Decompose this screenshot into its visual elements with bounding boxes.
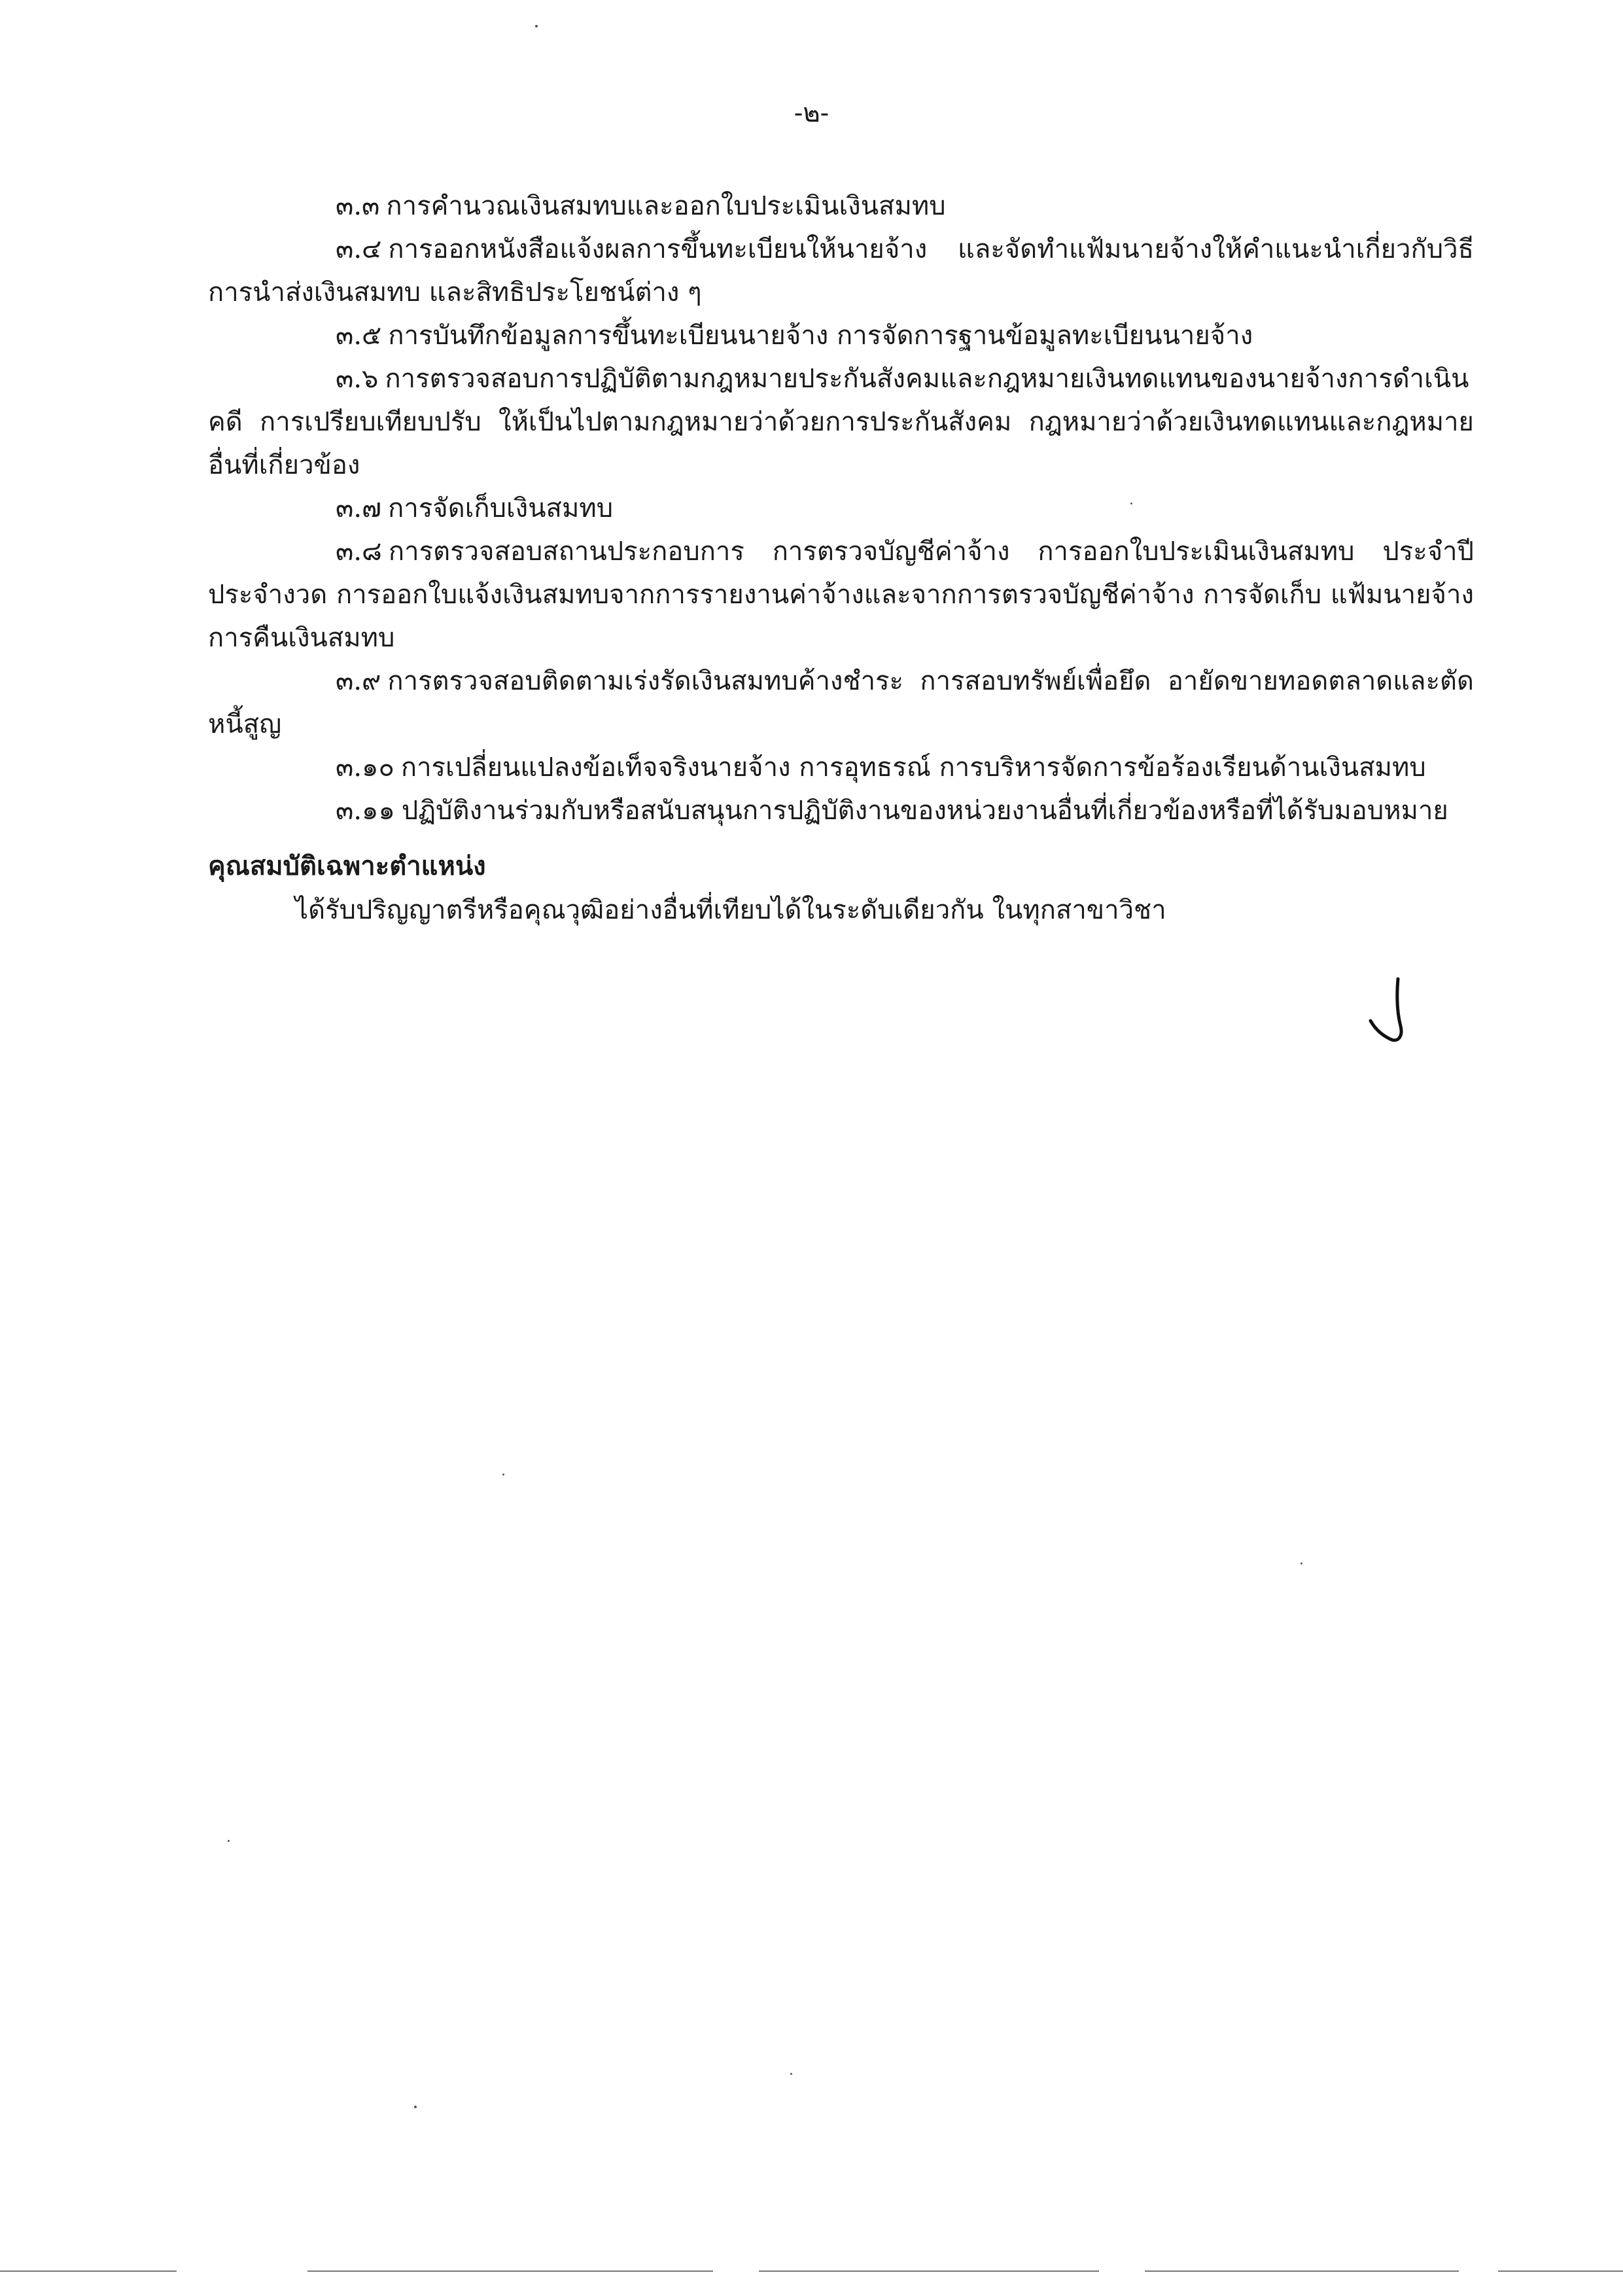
item-text: การตรวจสอบติดตามเร่งรัดเงินสมทบค้างชำระ การสอบทรัพย์เพื่อยึด อายัดขายทอดตลาดและตัดหนี้สูญ xyxy=(208,666,1474,739)
item-number: ๓.๖ xyxy=(336,364,379,394)
scan-speck xyxy=(535,25,538,27)
item-text: การตรวจสอบสถานประกอบการ การตรวจบัญชีค่าจ้าง การออกใบประเมินเงินสมทบ ประจำปี ประจำงวด การออกใบแจ้งเงินสมทบจากการรายงานค่าจ้างและจากการตรวจบัญชีค่าจ้าง การจัดเก็บ แฟ้มนายจ้าง การคืนเงินสมทบ xyxy=(208,537,1474,653)
scan-speck xyxy=(502,1474,504,1475)
scan-edge-line xyxy=(1145,2270,1459,2272)
signature-initial xyxy=(1364,975,1416,1047)
item-text: การออกหนังสือแจ้งผลการขึ้นทะเบียนให้นายจ้าง และจัดทำแฟ้มนายจ้างให้คำแนะนำเกี่ยวกับวิธีการนำส่งเงินสมทบ และสิทธิประโยชน์ต่าง ๆ xyxy=(208,234,1474,308)
list-item xyxy=(208,530,1474,660)
scan-edge-line xyxy=(0,2270,177,2272)
list-item xyxy=(208,314,1474,357)
list-item xyxy=(208,487,1474,530)
item-number: ๓.๔ xyxy=(336,234,382,264)
document-body xyxy=(208,185,1474,932)
scan-speck xyxy=(790,2073,792,2075)
scan-edge-line xyxy=(1498,2270,1623,2272)
scan-speck xyxy=(1300,1563,1302,1564)
item-number: ๓.๑๑ xyxy=(336,796,395,826)
item-text: การคำนวณเงินสมทบและออกใบประเมินเงินสมทบ xyxy=(386,191,946,221)
list-item xyxy=(208,357,1474,487)
scan-speck xyxy=(414,2106,417,2108)
item-number: ๓.๙ xyxy=(336,666,381,696)
scan-edge-line xyxy=(759,2270,1099,2272)
qualifications-heading: คุณสมบัติเฉพาะตำแหน่ง xyxy=(208,851,486,881)
item-text: การจัดเก็บเงินสมทบ xyxy=(388,493,614,523)
item-text: การตรวจสอบการปฏิบัติตามกฎหมายประกันสังคมและกฎหมายเงินทดแทนของนายจ้างการดำเนินคดี การเปรียบเทียบปรับ ให้เป็นไปตามกฎหมายว่าด้วยการประกันสังคม กฎหมายว่าด้วยเงินทดแทนและกฎหมายอื่นที่เกี่ยวข้อง xyxy=(208,364,1474,480)
list-item xyxy=(208,660,1474,746)
qualifications-text: ได้รับปริญญาตรีหรือคุณวุฒิอย่างอื่นที่เทียบได้ในระดับเดียวกัน ในทุกสาขาวิชา xyxy=(295,895,1166,925)
item-number: ๓.๗ xyxy=(336,493,382,523)
list-item xyxy=(208,185,1474,228)
item-number: ๓.๕ xyxy=(336,321,382,351)
list-item xyxy=(208,228,1474,314)
scan-edge-line xyxy=(307,2270,713,2272)
scan-speck xyxy=(1130,503,1132,504)
item-number: ๓.๑๐ xyxy=(336,752,394,783)
item-number: ๓.๓ xyxy=(336,191,380,221)
item-text: ปฏิบัติงานร่วมกับหรือสนับสนุนการปฏิบัติงานของหน่วยงานอื่นที่เกี่ยวข้องหรือที่ได้รับมอบหมาย xyxy=(401,796,1448,826)
item-number: ๓.๘ xyxy=(336,537,382,567)
item-text: การเปลี่ยนแปลงข้อเท็จจริงนายจ้าง การอุทธรณ์ การบริหารจัดการข้อร้องเรียนด้านเงินสมทบ xyxy=(400,752,1426,783)
item-text: การบันทึกข้อมูลการขึ้นทะเบียนนายจ้าง การจัดการฐานข้อมูลทะเบียนนายจ้าง xyxy=(388,321,1253,351)
list-item xyxy=(208,746,1474,789)
page-number: -๒- xyxy=(794,98,829,128)
scan-speck xyxy=(228,1840,230,1842)
list-item xyxy=(208,789,1474,832)
